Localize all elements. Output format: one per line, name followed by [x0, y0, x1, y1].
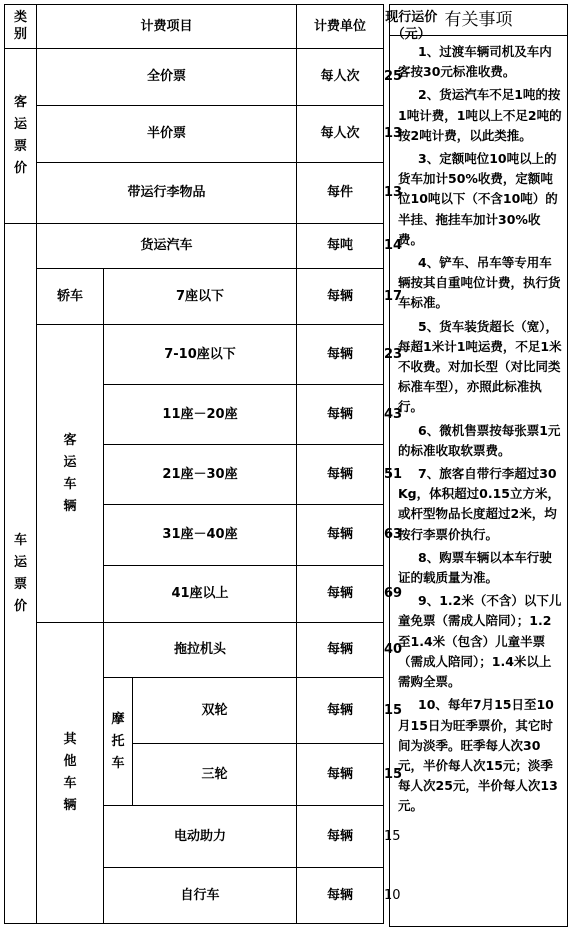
unit-cell: 每辆	[297, 445, 384, 505]
table-row: 客运票价 全价票 每人次 25	[5, 49, 384, 106]
fare-table	[4, 4, 438, 924]
header-unit: 计费单位	[297, 5, 384, 49]
unit-cell: 每辆	[297, 385, 384, 445]
note-item: 2、货运汽车不足1吨的按1吨计费，1吨以上不足2吨的按2吨计费，以此类推。	[398, 87, 562, 143]
table-row: 客运车辆 7-10座以下 每辆 23	[5, 325, 384, 385]
unit-cell: 每人次	[297, 49, 384, 106]
unit-cell: 每人次	[297, 106, 384, 163]
item-cell: 自行车	[104, 868, 297, 924]
item-cell: 7-10座以下	[104, 325, 297, 385]
item-cell: 半价票	[37, 106, 297, 163]
note-item: 3、定额吨位10吨以上的货车加计50%收费，定额吨位10吨以下（不含10吨）的半挂、拖挂车加计30%收费。	[398, 151, 558, 247]
table-row: 自行车 每辆 10	[5, 868, 384, 924]
group-passenger: 客运票价	[5, 49, 37, 224]
item-cell: 11座－20座	[104, 385, 297, 445]
unit-cell: 每辆	[297, 806, 384, 868]
table-row: 41座以上 每辆 69	[5, 566, 384, 623]
table-row: 电动助力 每辆 15	[5, 806, 384, 868]
item-cell: 拖拉机头	[104, 623, 297, 678]
item-cell: 31座－40座	[104, 505, 297, 566]
table-row: 轿车 7座以下 每辆 17	[5, 269, 384, 325]
group-vehicle: 车运票价	[5, 224, 37, 924]
note-item: 5、货车装货超长（宽），每超1米计1吨运费，不足1米不收费。对加长型（对比同类标准车型），亦照此标准执行。	[398, 318, 562, 415]
unit-cell: 每辆	[297, 269, 384, 325]
unit-cell: 每辆	[297, 744, 384, 806]
note-item: 10、每年7月15日至10月15日为旺季票价，其它时间为淡季。旺季每人次30元，半价每人次15元；淡季每人次25元，半价每人次13元。	[398, 697, 558, 814]
table-row: 摩托车 双轮 每辆 15	[5, 678, 384, 744]
group-other: 其他车辆	[37, 623, 104, 924]
unit-cell: 每辆	[297, 868, 384, 924]
note-item: 8、购票车辆以本车行驶证的载质量为准。	[398, 549, 552, 586]
note-item: 1、过渡车辆司机及车内客按30元标准收费。	[398, 44, 552, 80]
note-item: 4、铲车、吊车等专用车辆按其自重吨位计费，执行货车标准。	[398, 255, 561, 311]
item-cell: 三轮	[133, 744, 297, 806]
table-row: 11座－20座 每辆 43	[5, 385, 384, 445]
item-cell: 41座以上	[104, 566, 297, 623]
table-row: 21座－30座 每辆 51	[5, 445, 384, 505]
note-item: 7、旅客自带行李超过30Kg，体积超过0.15立方米，或杆型物品长度超过2米，均按行李票价执行。	[398, 466, 560, 542]
header-item: 计费项目	[37, 5, 297, 49]
note-item: 9、1.2米（不含）以下儿童免票（需成人陪同）；1.2至1.4米（包含）儿童半票（需成人陪同）；1.4米以上需购全票。	[398, 593, 562, 690]
notes-title: 有关事项	[390, 5, 567, 36]
group-motorcycle: 摩托车	[104, 678, 133, 806]
header-row: 类别 计费项目 计费单位 现行运价（元）	[5, 5, 384, 49]
table-row: 其他车辆 拖拉机头 每辆 40	[5, 623, 384, 678]
unit-cell: 每件	[297, 163, 384, 224]
unit-cell: 每辆	[297, 325, 384, 385]
item-cell: 全价票	[37, 49, 297, 106]
unit-cell: 每吨	[297, 224, 384, 269]
notes-list	[390, 36, 567, 817]
group-bus: 客运车辆	[37, 325, 104, 623]
table-row: 三轮 每辆 15	[5, 744, 384, 806]
group-car: 轿车	[37, 269, 104, 325]
unit-cell: 每辆	[297, 505, 384, 566]
table-row: 车运票价 货运汽车 每吨 14	[5, 224, 384, 269]
table-row: 半价票 每人次 13	[5, 106, 384, 163]
unit-cell: 每辆	[297, 623, 384, 678]
table-row: 带运行李物品 每件 13	[5, 163, 384, 224]
item-cell: 7座以下	[104, 269, 297, 325]
unit-cell: 每辆	[297, 566, 384, 623]
notes-panel	[389, 4, 568, 927]
note-item: 6、微机售票按每张票1元的标准收取软票费。	[398, 422, 561, 458]
table-row: 31座－40座 每辆 63	[5, 505, 384, 566]
item-cell: 带运行李物品	[37, 163, 297, 224]
unit-cell: 每辆	[297, 678, 384, 744]
header-category: 类别	[5, 5, 37, 49]
item-cell: 21座－30座	[104, 445, 297, 505]
item-cell: 电动助力	[104, 806, 297, 868]
item-cell: 货运汽车	[37, 224, 297, 269]
item-cell: 双轮	[133, 678, 297, 744]
